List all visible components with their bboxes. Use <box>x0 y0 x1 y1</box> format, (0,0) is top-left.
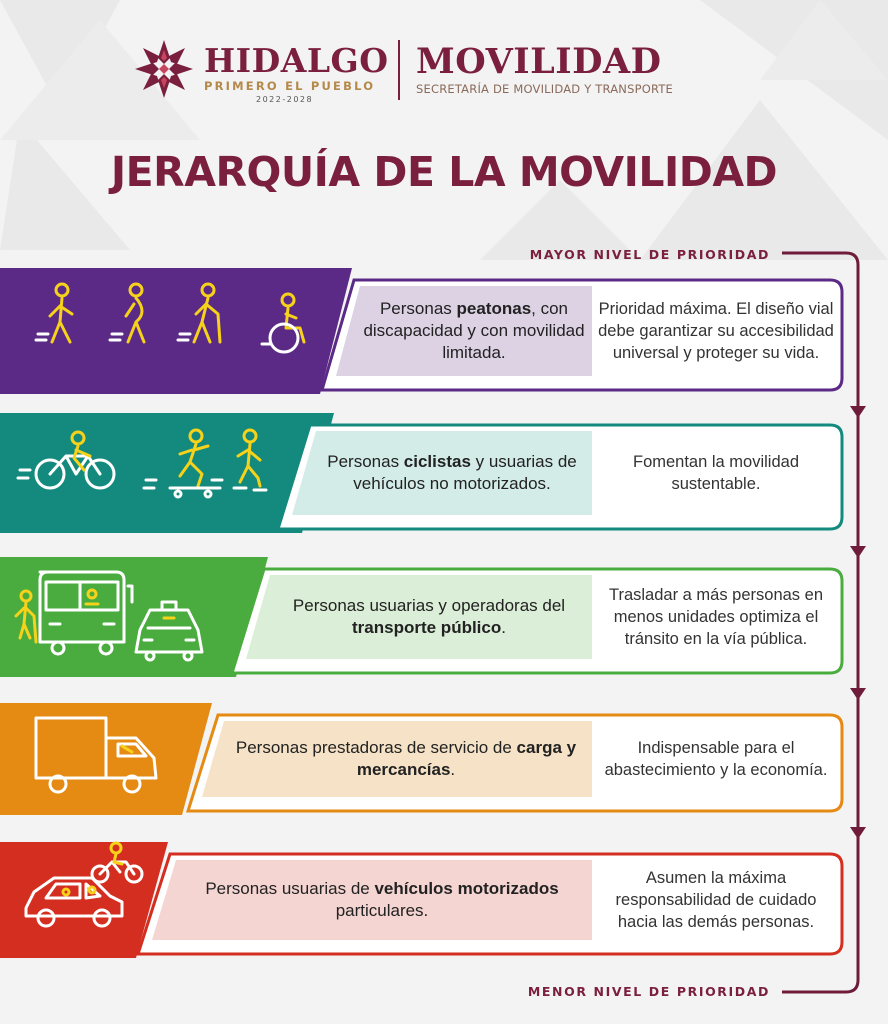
department-subtitle: SECRETARÍA DE MOVILIDAD Y TRANSPORTE <box>416 82 674 96</box>
category-text: y usuarias de vehículos no motorizados. <box>353 452 577 493</box>
category-emphasis: transporte público <box>352 618 502 637</box>
page-title: JERARQUÍA DE LA MOVILIDAD <box>110 148 778 196</box>
level-description: Fomentan la movilidad sustentable. <box>633 453 799 493</box>
level-description: Asumen la máxima responsabilidad de cuidado hacia las demás personas. <box>615 869 817 931</box>
category-text: . <box>450 760 456 779</box>
category-text: Personas <box>327 452 404 471</box>
priority-bottom-label: MENOR NIVEL DE PRIORIDAD <box>527 984 770 999</box>
department-name: MOVILIDAD <box>416 41 662 82</box>
category-text: particulares. <box>335 901 429 920</box>
category-text: Personas usuarias y operadoras del <box>292 596 566 615</box>
category-emphasis: carga y mercancías <box>356 738 577 779</box>
brand-name: HIDALGO <box>204 41 389 80</box>
priority-top-label: MAYOR NIVEL DE PRIORIDAD <box>529 247 770 262</box>
category-text: Personas usuarias de <box>205 879 375 898</box>
category-text: Personas prestadoras de servicio de <box>235 738 517 757</box>
category-emphasis: ciclistas <box>403 452 471 471</box>
category-emphasis: vehículos motorizados <box>374 879 559 898</box>
brand-slogan: PRIMERO EL PUEBLO <box>204 79 376 93</box>
level-description: Trasladar a más personas en menos unidades optimiza el tránsito en la vía pública. <box>609 586 823 648</box>
level-description: Prioridad máxima. El diseño vial debe garantizar su accesibilidad universal y proteger su vida. <box>598 300 834 362</box>
category-emphasis: peatonas <box>456 299 532 318</box>
level-description: Indispensable para el abastecimiento y la economía. <box>604 739 828 779</box>
category-text: , con discapacidad y con movilidad limitada. <box>363 299 585 362</box>
category-text: . <box>501 618 506 637</box>
level-category <box>178 860 586 940</box>
category-text: Personas <box>379 299 457 318</box>
brand-years: 2022-2028 <box>256 95 314 104</box>
